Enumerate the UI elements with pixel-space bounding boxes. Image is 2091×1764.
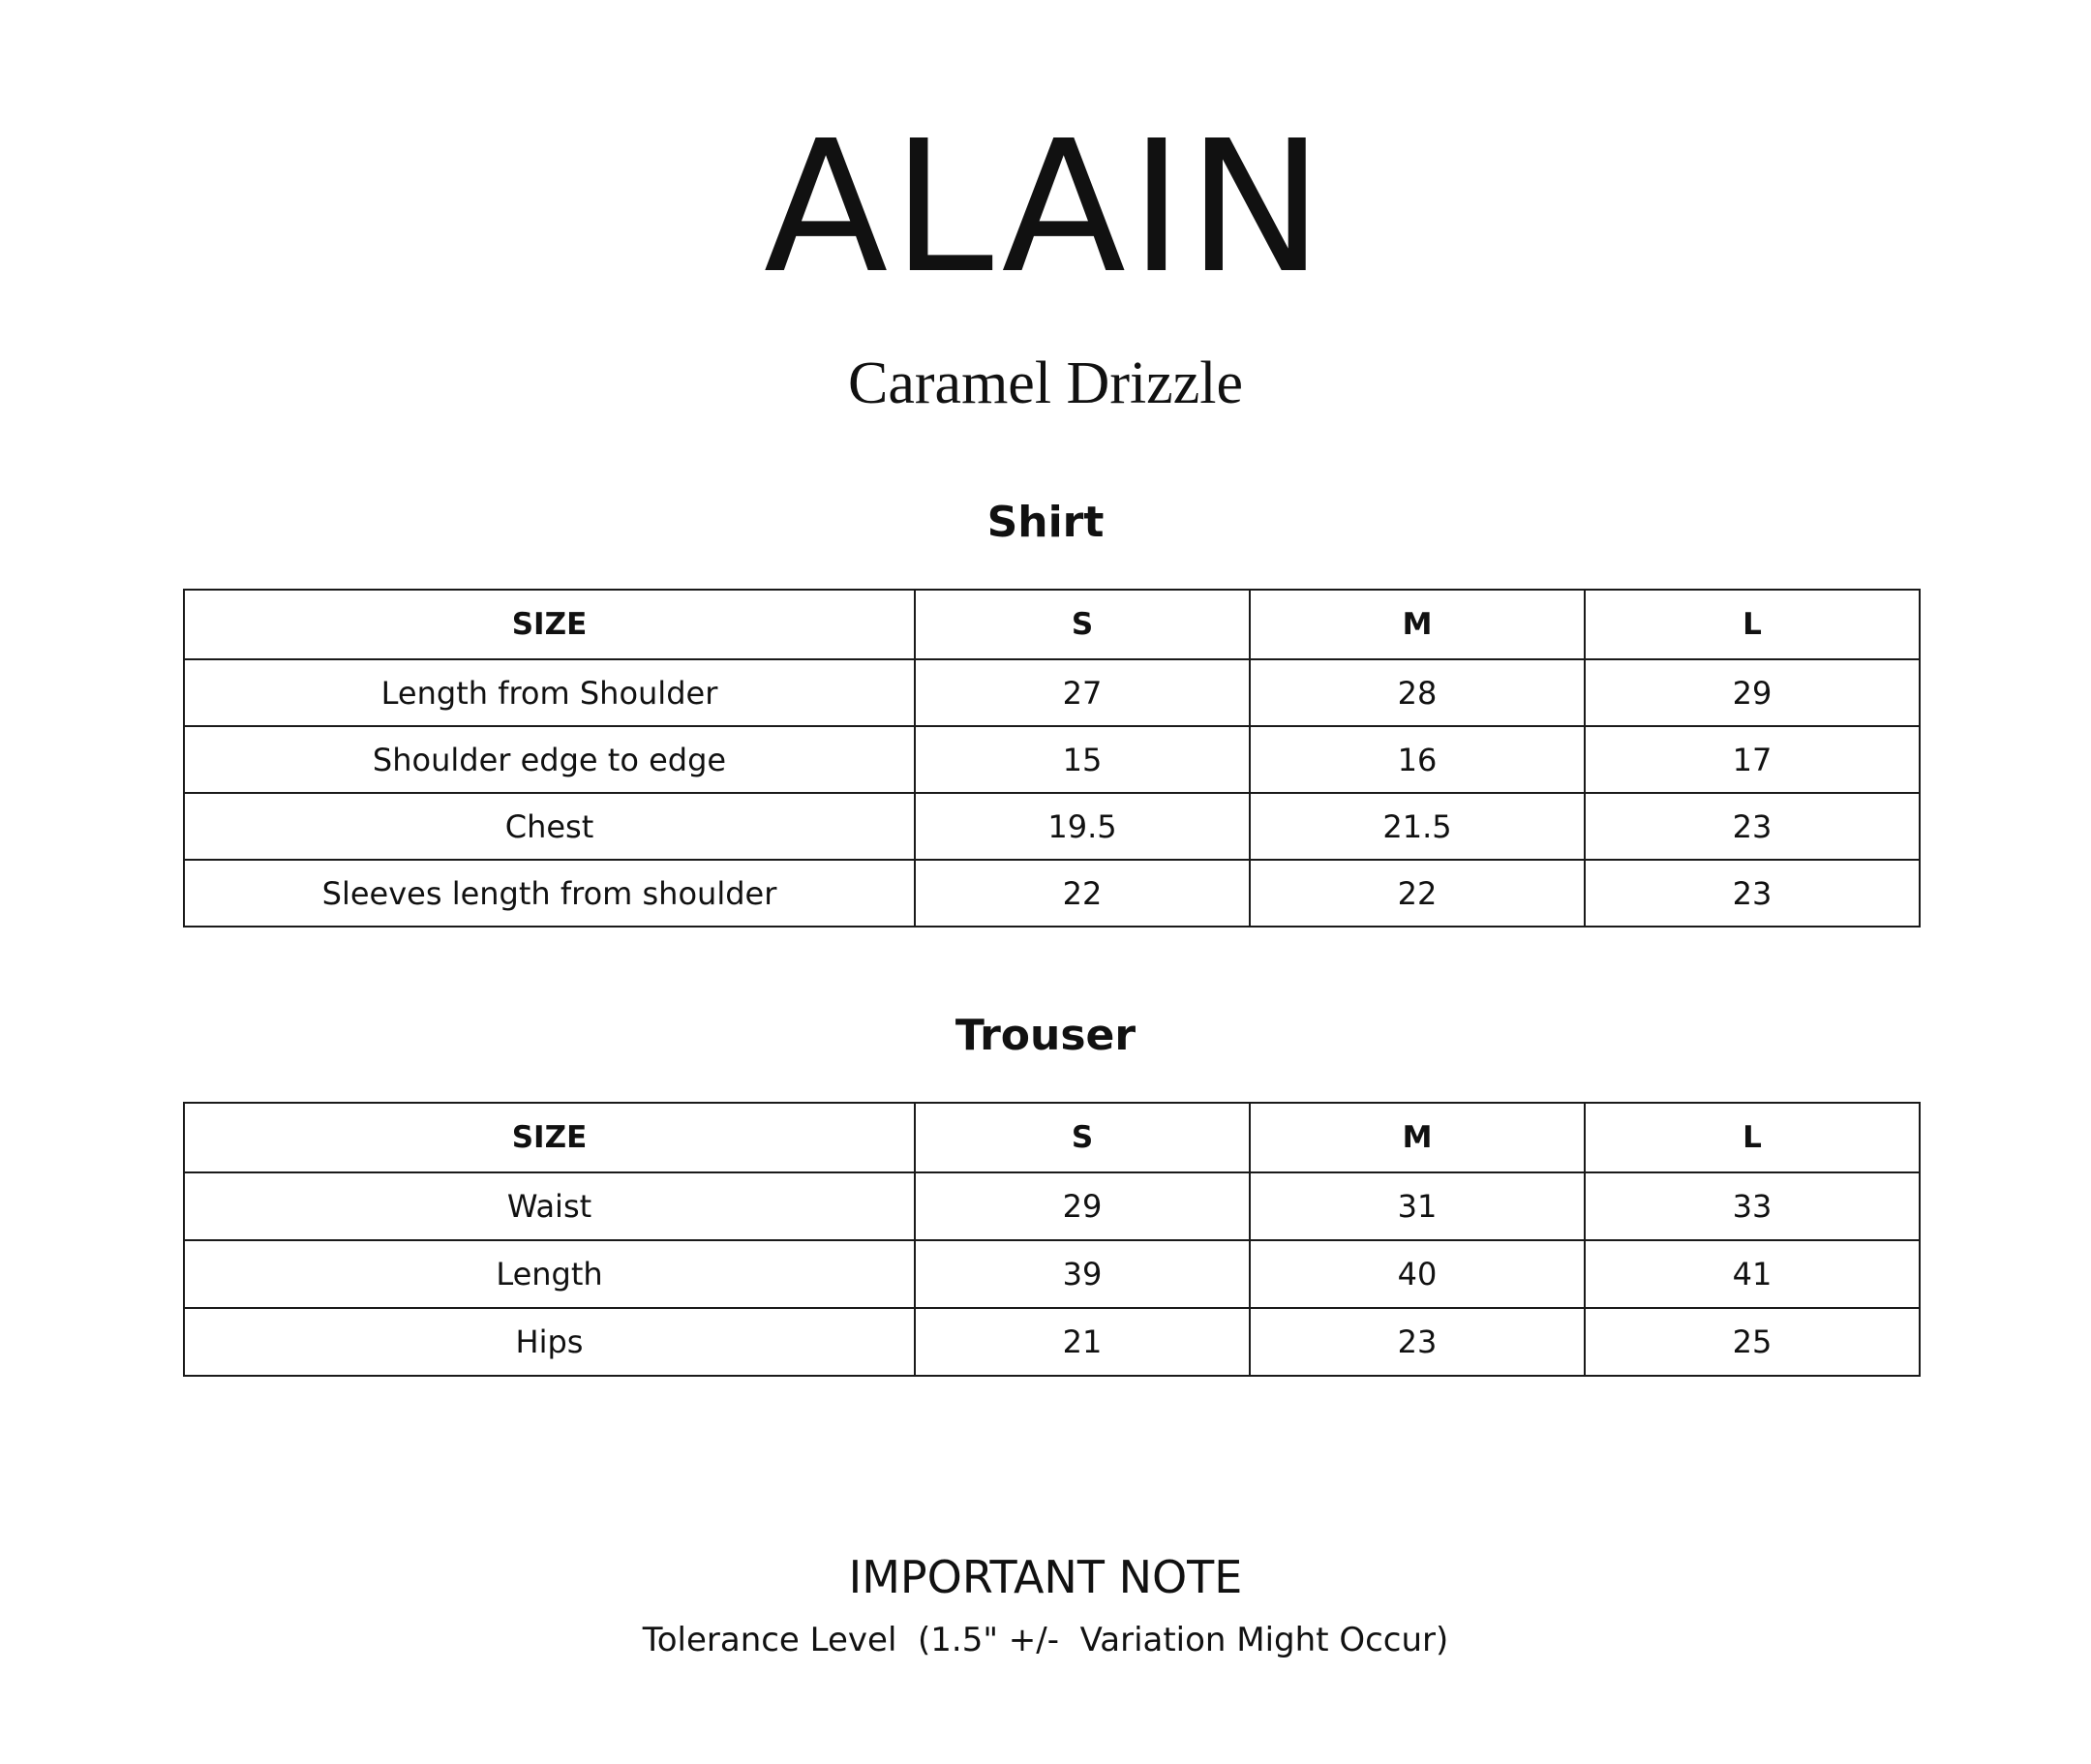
size-s-value: 39 xyxy=(915,1240,1250,1308)
table-header-row xyxy=(184,590,1920,659)
size-m-value: 23 xyxy=(1250,1308,1585,1376)
size-m-value: 16 xyxy=(1250,726,1585,793)
shirt-section-title: Shirt xyxy=(986,498,1105,547)
trouser-size-table xyxy=(183,1102,1921,1377)
size-m-value: 22 xyxy=(1250,860,1585,927)
size-l-value: 17 xyxy=(1585,726,1920,793)
size-l-value: 23 xyxy=(1585,793,1920,860)
column-header: S xyxy=(915,1103,1250,1172)
table-header-row xyxy=(184,1103,1920,1172)
table-row xyxy=(184,1172,1920,1240)
size-s-value: 15 xyxy=(915,726,1250,793)
table-row xyxy=(184,793,1920,860)
measurement-label: Length xyxy=(184,1240,915,1308)
size-m-value: 31 xyxy=(1250,1172,1585,1240)
column-header: L xyxy=(1585,590,1920,659)
size-s-value: 19.5 xyxy=(915,793,1250,860)
size-l-value: 33 xyxy=(1585,1172,1920,1240)
measurement-label: Hips xyxy=(184,1308,915,1376)
size-l-value: 23 xyxy=(1585,860,1920,927)
size-l-value: 25 xyxy=(1585,1308,1920,1376)
size-l-value: 29 xyxy=(1585,659,1920,726)
brand-logo: ALAIN xyxy=(763,102,1328,314)
size-m-value: 40 xyxy=(1250,1240,1585,1308)
column-header: S xyxy=(915,590,1250,659)
important-note-title: IMPORTANT NOTE xyxy=(848,1551,1243,1603)
size-s-value: 29 xyxy=(915,1172,1250,1240)
measurement-label: Chest xyxy=(184,793,915,860)
size-s-value: 21 xyxy=(915,1308,1250,1376)
column-header: SIZE xyxy=(184,590,915,659)
size-m-value: 21.5 xyxy=(1250,793,1585,860)
column-header: M xyxy=(1250,590,1585,659)
column-header: M xyxy=(1250,1103,1585,1172)
size-s-value: 27 xyxy=(915,659,1250,726)
shirt-size-table xyxy=(183,589,1921,928)
measurement-label: Waist xyxy=(184,1172,915,1240)
table-row xyxy=(184,1308,1920,1376)
size-m-value: 28 xyxy=(1250,659,1585,726)
trouser-section-title: Trouser xyxy=(955,1011,1136,1060)
measurement-label: Shoulder edge to edge xyxy=(184,726,915,793)
measurement-label: Length from Shoulder xyxy=(184,659,915,726)
column-header: SIZE xyxy=(184,1103,915,1172)
table-row xyxy=(184,659,1920,726)
table-row xyxy=(184,1240,1920,1308)
size-l-value: 41 xyxy=(1585,1240,1920,1308)
product-name: Caramel Drizzle xyxy=(848,350,1243,416)
measurement-label: Sleeves length from shoulder xyxy=(184,860,915,927)
size-s-value: 22 xyxy=(915,860,1250,927)
column-header: L xyxy=(1585,1103,1920,1172)
table-row xyxy=(184,726,1920,793)
tolerance-note: Tolerance Level (1.5" +/- Variation Might Occur) xyxy=(642,1621,1449,1659)
table-row xyxy=(184,860,1920,927)
